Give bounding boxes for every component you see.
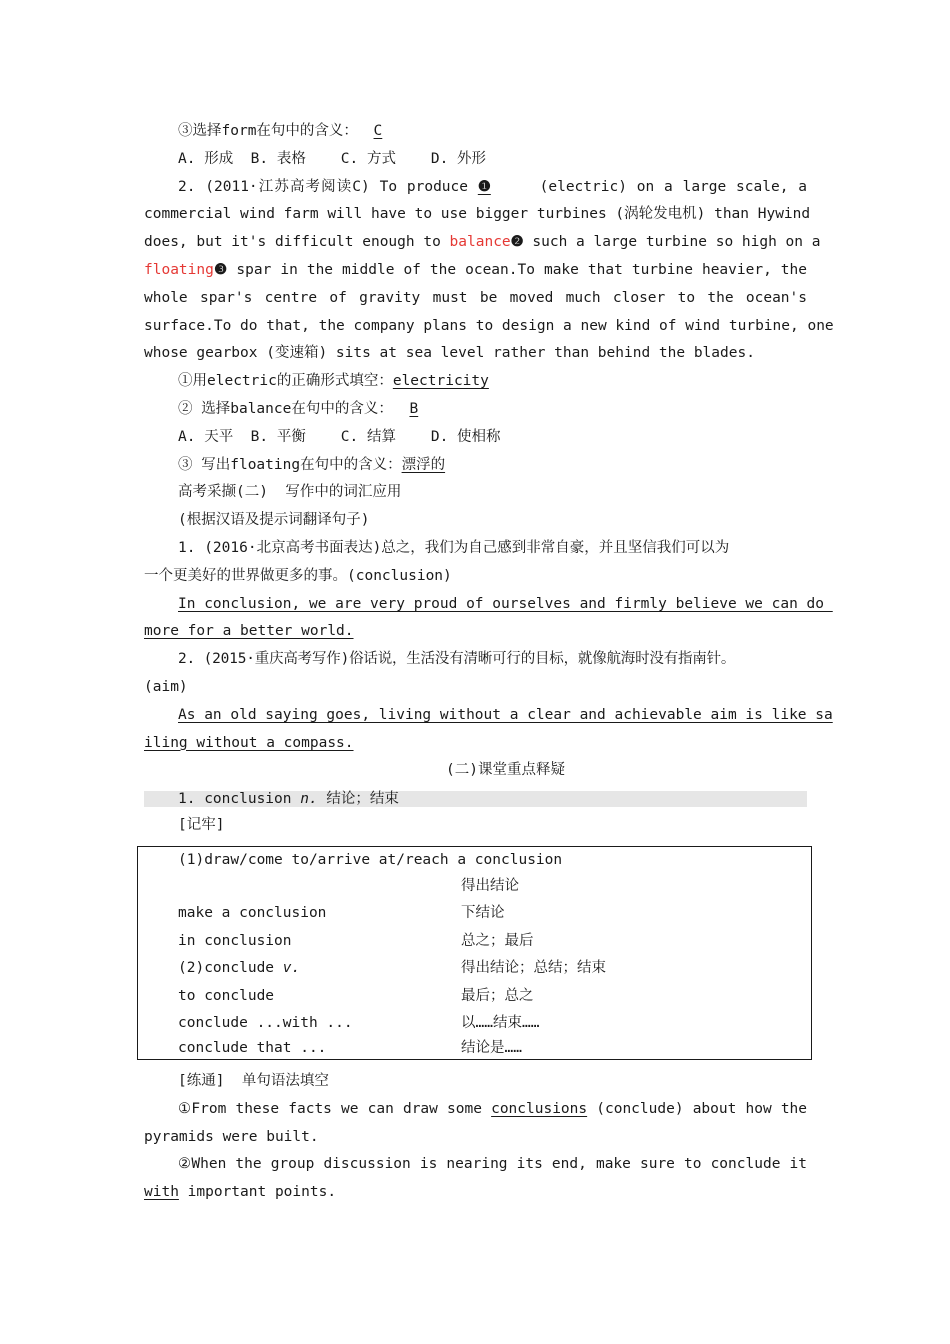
q2-line1: 2. (2011·江苏高考阅读C) To produce ❶ (electric) on a large scale, a: [144, 174, 807, 202]
q1-sub3: ③选择form在句中的含义： C: [144, 118, 807, 146]
q2-line4: floating❸ spar in the middle of the ocean.To make that turbine heavier, the: [144, 261, 807, 278]
phrase-row: in conclusion 总之；最后: [178, 933, 534, 949]
phrase-row: (2)conclude v. 得出结论；总结；结束: [178, 960, 606, 976]
practice-ex2-line2: with important points.: [144, 1184, 337, 1201]
q2-line3: does, but it's difficult enough to balance❷ such a large turbine so high on a: [144, 234, 821, 251]
phrase-row: 得出结论: [461, 878, 519, 894]
floating-word: floating: [144, 261, 214, 278]
q2-line2: commercial wind farm will have to use bigger turbines (涡轮发电机) than Hywind: [144, 206, 811, 223]
q2-sub3: ③ 写出floating在句中的含义：漂浮的: [178, 456, 446, 473]
q2-line6: surface.To do that, the company plans to design a new kind of wind turbine, one: [144, 317, 834, 334]
writing-item2-answer-line2: iling without a compass.: [144, 734, 354, 751]
writing-instruction: (根据汉语及提示词翻译句子): [178, 512, 370, 529]
q2-sub1-answer: electricity: [392, 373, 489, 390]
q1-options: A. 形成 B. 表格 C. 方式 D. 外形: [178, 150, 487, 167]
q2-sub2: ② 选择balance在句中的含义： B: [144, 396, 807, 424]
blank-2-marker: ❷: [510, 234, 524, 251]
writing-item1-line2: 一个更美好的世界做更多的事。(conclusion): [144, 567, 452, 584]
practice-ex1-line1: ①From these facts we can draw some conclusions (conclude) about how the: [178, 1100, 808, 1117]
writing-item2-line2: (aim): [144, 678, 188, 695]
writing-heading: 高考采撷(二) 写作中的词汇应用: [178, 484, 402, 501]
q2-sub3-answer: 漂浮的: [401, 456, 446, 473]
q2-sub1: ①用electric的正确形式填空：electricity: [178, 373, 489, 390]
practice-label: [练通] 单句语法填空: [178, 1073, 329, 1089]
q2-sub2-answer: B: [409, 400, 419, 417]
phrase-row: to conclude 最后；总之: [178, 988, 534, 1004]
practice-ex2-line1: ②When the group discussion is nearing its end, make sure to conclude it: [178, 1156, 807, 1173]
practice-ex2-answer: with: [144, 1184, 179, 1201]
writing-item1-answer-line2: more for a better world.: [144, 623, 354, 640]
phrase-box: [137, 846, 812, 1060]
phrase-row: make a conclusion 下结论: [178, 905, 505, 921]
writing-item1-answer-line1: In conclusion, we are very proud of ourselves and firmly believe we can do: [178, 595, 833, 612]
balance-word: balance: [449, 234, 511, 251]
document-body: [144, 118, 834, 840]
writing-item2-line1: 2. (2015·重庆高考写作)俗话说，生活没有清晰可行的目标，就像航海时没有指南针。: [178, 651, 736, 668]
blank-1-marker: ❶: [477, 178, 491, 195]
practice-ex1-line2: pyramids were built.: [144, 1128, 319, 1145]
practice-section: [144, 1068, 807, 1207]
section-title: (二)课堂重点释疑: [446, 762, 565, 779]
q2-line7: whose gearbox (变速箱) sits at sea level rather than behind the blades.: [144, 345, 755, 362]
writing-item2-answer-line1: As an old saying goes, living without a clear and achievable aim is like sa: [178, 706, 833, 723]
practice-ex1-answer: conclusions: [491, 1100, 588, 1117]
keyword-heading: 1. conclusion n. 结论；结束: [144, 791, 807, 807]
phrase-row: conclude that ... 结论是……: [178, 1040, 522, 1056]
blank-3-marker: ❸: [213, 261, 228, 278]
phrase-row: conclude ...with ... 以……结束……: [178, 1015, 540, 1031]
phrase-row: (1)draw/come to/arrive at/reach a conclusion: [178, 852, 563, 868]
q2-sub2-options: A. 天平 B. 平衡 C. 结算 D. 使相称: [178, 428, 501, 445]
writing-item1-line1: 1. (2016·北京高考书面表达)总之，我们为自己感到非常自豪，并且坚信我们可以为: [178, 539, 730, 556]
q2-line5: whole spar's centre of gravity must be moved much closer to the ocean's: [144, 289, 807, 306]
q1-answer: C: [373, 123, 383, 139]
remember-label: [记牢]: [178, 817, 225, 834]
